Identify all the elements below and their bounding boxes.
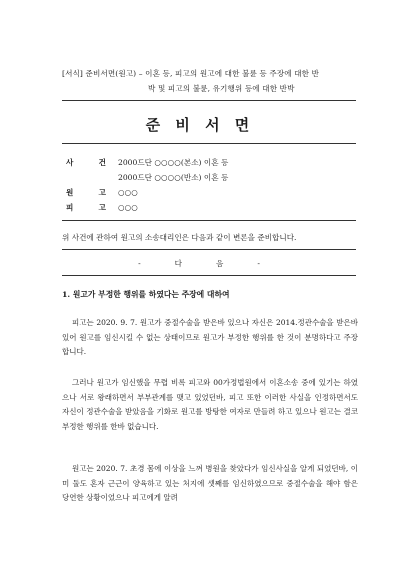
paragraph-3: 원고는 2020. 7. 초경 몸에 이상을 느껴 병원을 찾았다가 임신사실을 알게 되었던바, 이미 둘도 혼자 근근이 양육하고 있는 처지에 셋째를 임신하였으므로 중절수술을 해야 함은 당연한 상황이었으나 피고에게 알려 [62, 464, 358, 502]
defendant-name: ○○○ [118, 203, 138, 212]
defendant-label: 피 고 [66, 203, 106, 212]
parties-divider [62, 220, 356, 221]
form-header-line-1: [서식] 준비서면(원고) – 이혼 등, 피고의 원고에 대한 불륜 등 주장에 대한 반 [62, 69, 320, 78]
case-number-main: 2000드단 ○○○○(본소) 이혼 등 [118, 158, 229, 167]
section-heading: 1. 원고가 부정한 행위를 하였다는 주장에 대하여 [62, 290, 230, 299]
marker-divider [62, 275, 356, 276]
header-divider [62, 100, 356, 101]
form-header [62, 66, 362, 96]
intro-divider [62, 249, 356, 250]
plaintiff-name: ○○○ [118, 188, 138, 197]
title-divider [62, 143, 356, 144]
section-marker: - 다 음 - [138, 259, 262, 268]
form-header-line-2: 박 및 피고의 불륜, 유기행위 등에 대한 반박 [148, 84, 295, 93]
document-title: 준 비 서 면 [145, 116, 255, 134]
paragraph-2: 그러나 원고가 임신했을 무렵 비록 피고와 00가정법원에서 이혼소송 중에 있기는 하였으나 서로 왕래하면서 부부관계를 맺고 있었던바, 피고 또한 이러한 사실을 인정하면서도 자신이 정관수술을 받았음을 기화로 원고를 방탕한 여자로 만들려 하고 있으나 원고는 결코 부정한 행위를 한바 없습니다. [62, 378, 358, 431]
case-number-counter: 2000드단 ○○○○(반소) 이혼 등 [118, 173, 229, 182]
plaintiff-label: 원 고 [66, 188, 106, 197]
intro-sentence: 위 사건에 관하여 원고의 소송대리인은 다음과 같이 변론을 준비합니다. [62, 233, 297, 242]
paragraph-1: 피고는 2020. 9. 7. 원고가 중절수술을 받은바 있으나 자신은 2014.정관수술을 받은바 있어 원고를 임신시킬 수 없는 상태이므로 원고가 부정한 행위를 한 것이 분명하다고 주장합니다. [62, 318, 358, 356]
case-label: 사 건 [66, 158, 106, 167]
